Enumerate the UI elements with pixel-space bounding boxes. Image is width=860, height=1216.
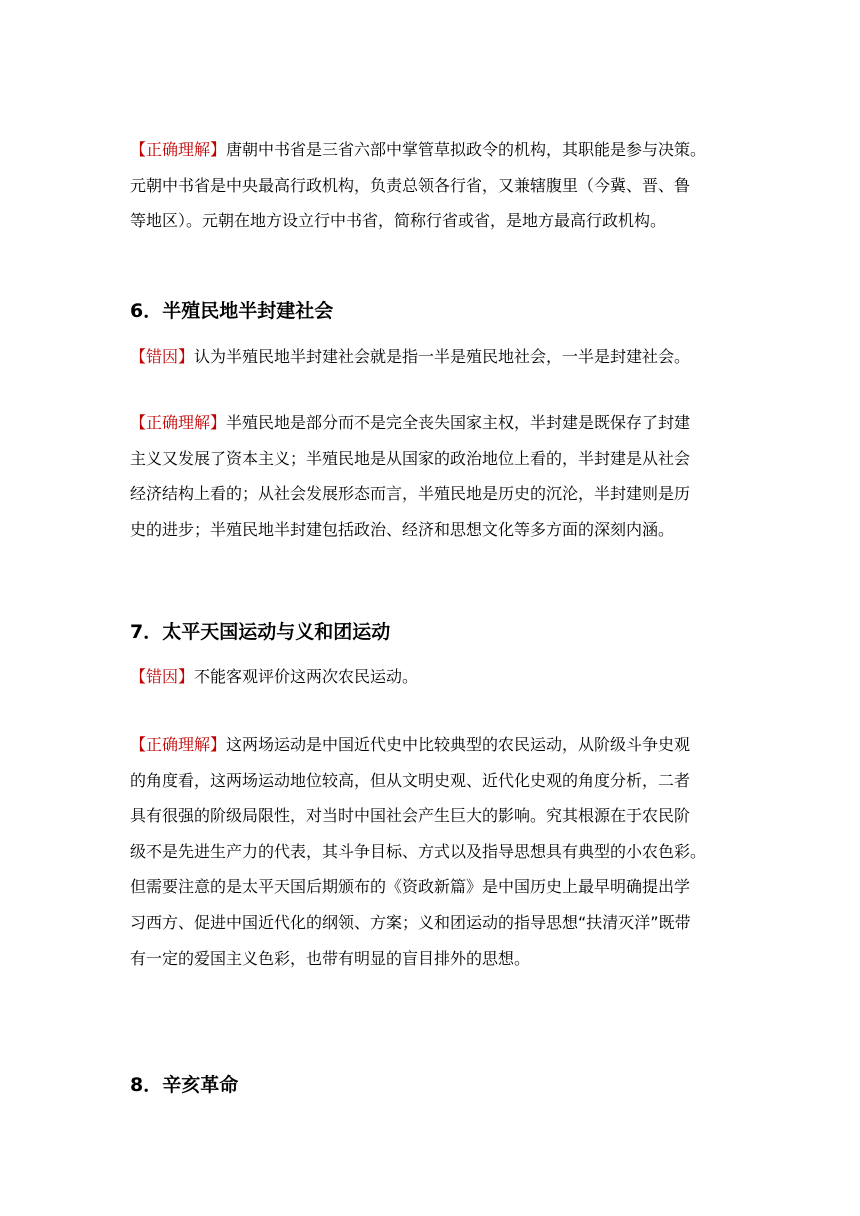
section-heading-7: 7．太平天国运动与义和团运动 (130, 621, 391, 643)
text-line: 经济结构上看的；从社会发展形态而言，半殖民地是历史的沉沦，半封建则是历 (130, 484, 691, 504)
paragraph-s6-correct (130, 405, 730, 547)
paragraph-s7-error (130, 659, 730, 695)
text-line-content: 唐朝中书省是三省六部中掌管草拟政令的机构，其职能是参与决策。 (226, 140, 707, 159)
section-heading-8: 8．辛亥革命 (130, 1074, 239, 1096)
text-line-content: 这两场运动是中国近代史中比较典型的农民运动，从阶级斗争史观 (226, 735, 691, 754)
paragraph-s5-correct (130, 132, 730, 239)
text-line (130, 405, 730, 441)
text-line-content: 半殖民地是部分而不是完全丧失国家主权，半封建是既保存了封建 (226, 413, 691, 432)
text-line: 等地区）。元朝在地方设立行中书省，简称行省或省，是地方最高行政机构。 (130, 211, 667, 231)
text-line-content: 不能客观评价这两次农民运动。 (194, 667, 419, 686)
text-line (130, 339, 730, 375)
text-line: 级不是先进生产力的代表，其斗争目标、方式以及指导思想具有典型的小农色彩。 (130, 841, 707, 861)
paragraph-s7-correct (130, 727, 730, 976)
text-line: 有一定的爱国主义色彩，也带有明显的盲目排外的思想。 (130, 948, 531, 968)
text-line (130, 132, 730, 168)
text-line: 习西方、促进中国近代化的纲领、方案；义和团运动的指导思想“扶清灭洋”既带 (130, 912, 691, 932)
correct-understanding-tag: 【正确理解】 (130, 413, 227, 432)
section-heading-6: 6．半殖民地半封建社会 (130, 300, 334, 322)
text-line: 史的进步；半殖民地半封建包括政治、经济和思想文化等多方面的深刻内涵。 (130, 519, 675, 539)
text-line (130, 659, 730, 695)
paragraph-s6-error (130, 339, 730, 375)
error-cause-tag: 【错因】 (130, 667, 195, 686)
text-line: 具有很强的阶级局限性，对当时中国社会产生巨大的影响。究其根源在于农民阶 (130, 806, 691, 826)
text-line: 主义又发展了资本主义；半殖民地是从国家的政治地位上看的，半封建是从社会 (130, 448, 691, 468)
correct-understanding-tag: 【正确理解】 (130, 735, 227, 754)
text-line: 但需要注意的是太平天国后期颁布的《资政新篇》是中国历史上最早明确提出学 (130, 877, 691, 897)
text-line-content: 认为半殖民地半封建社会就是指一半是殖民地社会，一半是封建社会。 (194, 347, 691, 366)
text-line (130, 727, 730, 763)
correct-understanding-tag: 【正确理解】 (130, 140, 227, 159)
text-line: 元朝中书省是中央最高行政机构，负责总领各行省，又兼辖腹里（今冀、晋、鲁 (130, 175, 691, 195)
error-cause-tag: 【错因】 (130, 347, 195, 366)
text-line: 的角度看，这两场运动地位较高，但从文明史观、近代化史观的角度分析，二者 (130, 770, 691, 790)
